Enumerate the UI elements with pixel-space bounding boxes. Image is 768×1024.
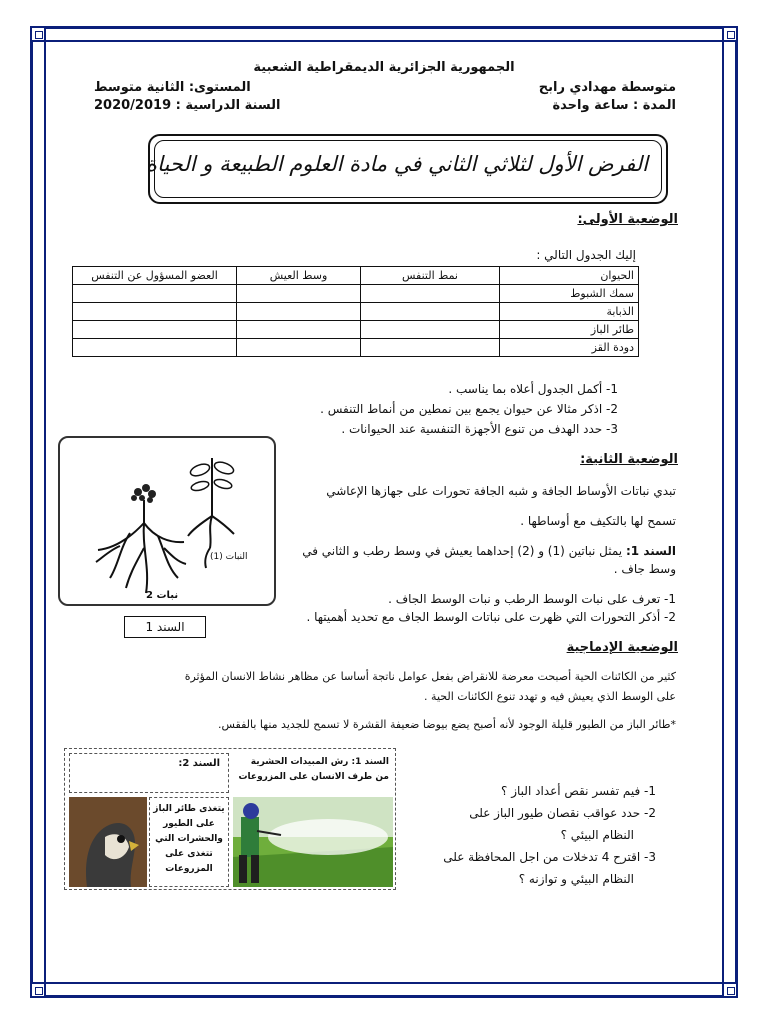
header-republic: الجمهورية الجزائرية الديمقراطية الشعبية (253, 60, 515, 75)
header-level: المستوى: الثانية متوسط (94, 80, 251, 95)
question-item: 1- فيم تفسر نقص أعداد الباز ؟ (501, 784, 656, 798)
table-row (73, 339, 639, 357)
page-title: الفرض الأول لثلاثي الثاني في مادة العلوم الطبيعة و الحياة (146, 152, 648, 176)
doc2-title: السند 2: (178, 758, 220, 769)
plants-illustration (60, 438, 274, 604)
table-cell: الذبابة (500, 303, 639, 321)
doc2-text-box (149, 797, 229, 887)
situation3-heading: الوضعية الإدماجية (566, 640, 678, 655)
table-cell[interactable] (237, 303, 361, 321)
table-row (73, 267, 639, 285)
sanad-label: السند 1: (625, 544, 676, 558)
title-box (148, 134, 668, 204)
table-row (73, 285, 639, 303)
plant2-label: نبات 2 (146, 590, 179, 601)
table-header: الحيوان (500, 267, 639, 285)
sanad-text: يمثل نباتين (1) و (2) إحداهما يعيش في وسط رطب و الثاني في (302, 544, 623, 558)
question-item: 1- تعرف على نبات الوسط الرطب و نبات الوسط الجاف . (388, 592, 676, 606)
question-item: 2- اذكر مثالا عن حيوان يجمع بين نمطين من أنماط التنفس . (320, 402, 618, 416)
table-cell: سمك الشبوط (500, 285, 639, 303)
situation2-paragraph: وسط جاف . (613, 562, 676, 576)
situation1-intro: إليك الجدول التالي : (536, 248, 636, 262)
situation3-paragraph: *طائر الباز من الطيور قليلة الوجود لأنه أصبح يضع بيوضا ضعيفة القشرة لا تسمح للجديد منها بالفقس. (218, 718, 676, 731)
falcon-photo (69, 797, 147, 887)
table-cell[interactable] (237, 285, 361, 303)
question-item: 2- أذكر التحورات التي ظهرت على نباتات الوسط الجاف مع تحديد أهميتها . (306, 610, 676, 624)
table-header: نمط التنفس (361, 267, 500, 285)
question-item: 3- حدد الهدف من تنوع الأجهزة التنفسية عند الحيوانات . (341, 422, 618, 436)
doc1-title: السند 1: رش المبيدات الحشرية من طرف الانسان على المزروعات (238, 757, 389, 782)
question-item: 2- حدد عواقب نقصان طيور الباز على (469, 806, 656, 820)
table-cell[interactable] (237, 321, 361, 339)
table-cell[interactable] (73, 285, 237, 303)
documents-image (64, 748, 396, 890)
doc2-text: يتغذى طائر الباز على الطيور والحشرات التي تتغذى على المزروعات (153, 804, 225, 874)
situation2-paragraph (302, 544, 676, 558)
respiration-table (72, 266, 639, 357)
question-item: 3- اقترح 4 تدخلات من اجل المحافظة على (443, 850, 656, 864)
question-item: النظام البيئي و توازنه ؟ (518, 872, 634, 886)
table-cell[interactable] (361, 285, 500, 303)
corner-ornament (722, 26, 738, 42)
question-item: النظام البيئي ؟ (560, 828, 634, 842)
header-school: متوسطة مهدادي رابح (538, 80, 676, 95)
table-cell: دودة القز (500, 339, 639, 357)
header-year: السنة الدراسية : 2020/2019 (94, 98, 281, 113)
table-cell: طائر الباز (500, 321, 639, 339)
table-cell[interactable] (73, 339, 237, 357)
question-item: 1- أكمل الجدول أعلاه بما يناسب . (448, 382, 618, 396)
corner-ornament (722, 982, 738, 998)
corner-ornament (30, 26, 46, 42)
situation3-paragraph: على الوسط الذي يعيش فيه و تهدد تنوع الكائنات الحية . (424, 690, 676, 703)
table-header: وسط العيش (237, 267, 361, 285)
header-duration: المدة : ساعة واحدة (552, 98, 676, 113)
table-cell[interactable] (361, 339, 500, 357)
image-caption: السند 1 (124, 616, 206, 638)
situation1-heading: الوضعية الأولى: (577, 212, 678, 227)
table-cell[interactable] (361, 321, 500, 339)
table-header: العضو المسؤول عن التنفس (73, 267, 237, 285)
situation2-heading: الوضعية الثانية: (580, 452, 678, 467)
plant1-label: النبات (1) (210, 552, 248, 562)
situation2-paragraph: تبدي نباتات الأوساط الجافة و شبه الجافة تحورات على جهازها الإعاشي (326, 484, 676, 498)
table-cell[interactable] (237, 339, 361, 357)
table-cell[interactable] (73, 321, 237, 339)
corner-ornament (30, 982, 46, 998)
table-row (73, 303, 639, 321)
spraying-photo (233, 797, 393, 887)
table-row (73, 321, 639, 339)
situation3-paragraph: كثير من الكائنات الحية أصبحت معرضة للانقراض بفعل عوامل ناتجة أساسا عن مظاهر نشاط الانسان المؤثرة (184, 670, 676, 683)
plants-image (58, 436, 276, 606)
table-cell[interactable] (73, 303, 237, 321)
situation2-paragraph: تسمح لها بالتكيف مع أوساطها . (520, 514, 676, 528)
table-cell[interactable] (361, 303, 500, 321)
